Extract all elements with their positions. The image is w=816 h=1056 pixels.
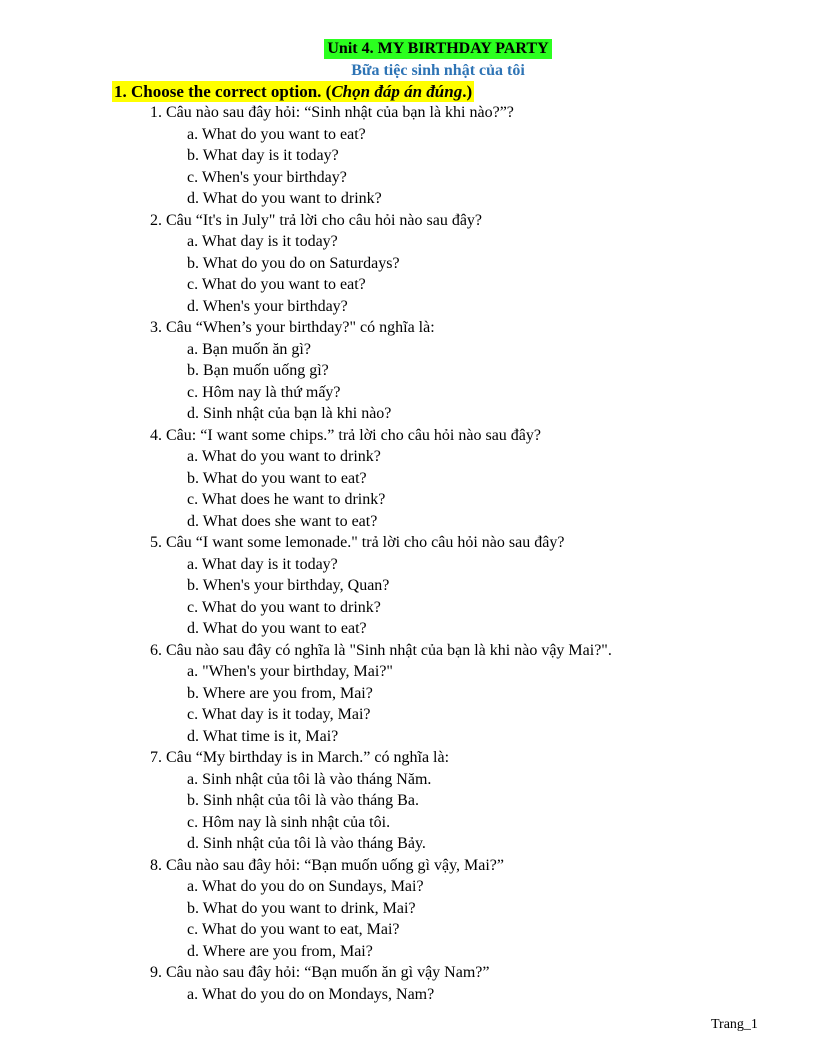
- answer-option: b. What do you want to drink, Mai?: [187, 899, 416, 917]
- title-row: [0, 39, 816, 59]
- question-text: 8. Câu nào sau đây hỏi: “Bạn muốn uống gì vậy, Mai?”: [150, 856, 504, 874]
- unit-title: Unit 4. MY BIRTHDAY PARTY: [324, 39, 551, 59]
- answer-option: a. What do you do on Sundays, Mai?: [187, 878, 424, 895]
- answer-option: d. What does she want to eat?: [187, 512, 378, 530]
- answer-option: a. What do you want to drink?: [187, 448, 381, 465]
- answer-option: c. What do you want to drink?: [187, 598, 381, 616]
- answer-option: c. What day is it today, Mai?: [187, 706, 371, 723]
- answer-option: b. Sinh nhật của tôi là vào tháng Ba.: [187, 792, 419, 809]
- answer-option: c. What do you want to eat?: [187, 276, 366, 293]
- unit-subtitle: Bữa tiệc sinh nhật của tôi: [351, 62, 525, 79]
- section-prefix: 1. Choose the correct option. (: [114, 82, 332, 101]
- answer-option: a. What day is it today?: [187, 555, 338, 573]
- subtitle-row: [0, 61, 816, 81]
- question-text: 9. Câu nào sau đây hỏi: “Bạn muốn ăn gì vậy Nam?”: [150, 964, 490, 981]
- section-emphasis: Chọn đáp án đúng: [331, 82, 463, 101]
- answer-option: a. What do you want to eat?: [187, 125, 366, 143]
- answer-option: a. What do you do on Mondays, Nam?: [187, 985, 435, 1003]
- answer-option: b. When's your birthday, Quan?: [187, 577, 390, 594]
- question-text: 7. Câu “My birthday is in March.” có nghĩa là:: [150, 749, 450, 766]
- answer-option: b. What do you do on Saturdays?: [187, 254, 400, 272]
- question-text: 5. Câu “I want some lemonade." trả lời cho câu hỏi nào sau đây?: [150, 534, 565, 551]
- answer-option: a. Bạn muốn ăn gì?: [187, 340, 311, 358]
- answer-option: d. What do you want to drink?: [187, 190, 382, 207]
- question-text: 6. Câu nào sau đây có nghĩa là "Sinh nhật của bạn là khi nào vậy Mai?".: [150, 641, 612, 659]
- answer-option: a. Sinh nhật của tôi là vào tháng Năm.: [187, 770, 432, 788]
- answer-option: c. What does he want to drink?: [187, 491, 386, 508]
- answer-option: a. What day is it today?: [187, 233, 338, 250]
- answer-option: b. Bạn muốn uống gì?: [187, 362, 329, 379]
- answer-option: b. What day is it today?: [187, 147, 339, 164]
- answer-option: d. Sinh nhật của bạn là khi nào?: [187, 405, 392, 422]
- section-suffix: .): [462, 82, 473, 101]
- answer-option: c. Hôm nay là sinh nhật của tôi.: [187, 813, 391, 831]
- answer-option: c. Hôm nay là thứ mấy?: [187, 383, 341, 401]
- answer-option: d. Sinh nhật của tôi là vào tháng Bảy.: [187, 835, 426, 852]
- answer-option: d. Where are you from, Mai?: [187, 942, 373, 960]
- section-heading: [112, 81, 474, 102]
- question-text: 2. Câu “It's in July" trả lời cho câu hỏi nào sau đây?: [150, 211, 483, 229]
- answer-option: b. What do you want to eat?: [187, 469, 367, 487]
- question-text: 4. Câu: “I want some chips.” trả lời cho câu hỏi nào sau đây?: [150, 426, 542, 444]
- page-number: Trang_1: [711, 1017, 758, 1032]
- question-text: 1. Câu nào sau đây hỏi: “Sinh nhật của bạn là khi nào?”?: [150, 104, 514, 121]
- question-text: 3. Câu “When’s your birthday?" có nghĩa là:: [150, 319, 435, 336]
- answer-option: c. What do you want to eat, Mai?: [187, 921, 400, 938]
- answer-option: d. What time is it, Mai?: [187, 727, 339, 745]
- answer-option: b. Where are you from, Mai?: [187, 684, 373, 702]
- answer-option: c. When's your birthday?: [187, 168, 347, 186]
- answer-option: d. When's your birthday?: [187, 297, 348, 315]
- question-list: [150, 102, 790, 1005]
- answer-option: d. What do you want to eat?: [187, 620, 367, 637]
- answer-option: a. "When's your birthday, Mai?": [187, 663, 393, 680]
